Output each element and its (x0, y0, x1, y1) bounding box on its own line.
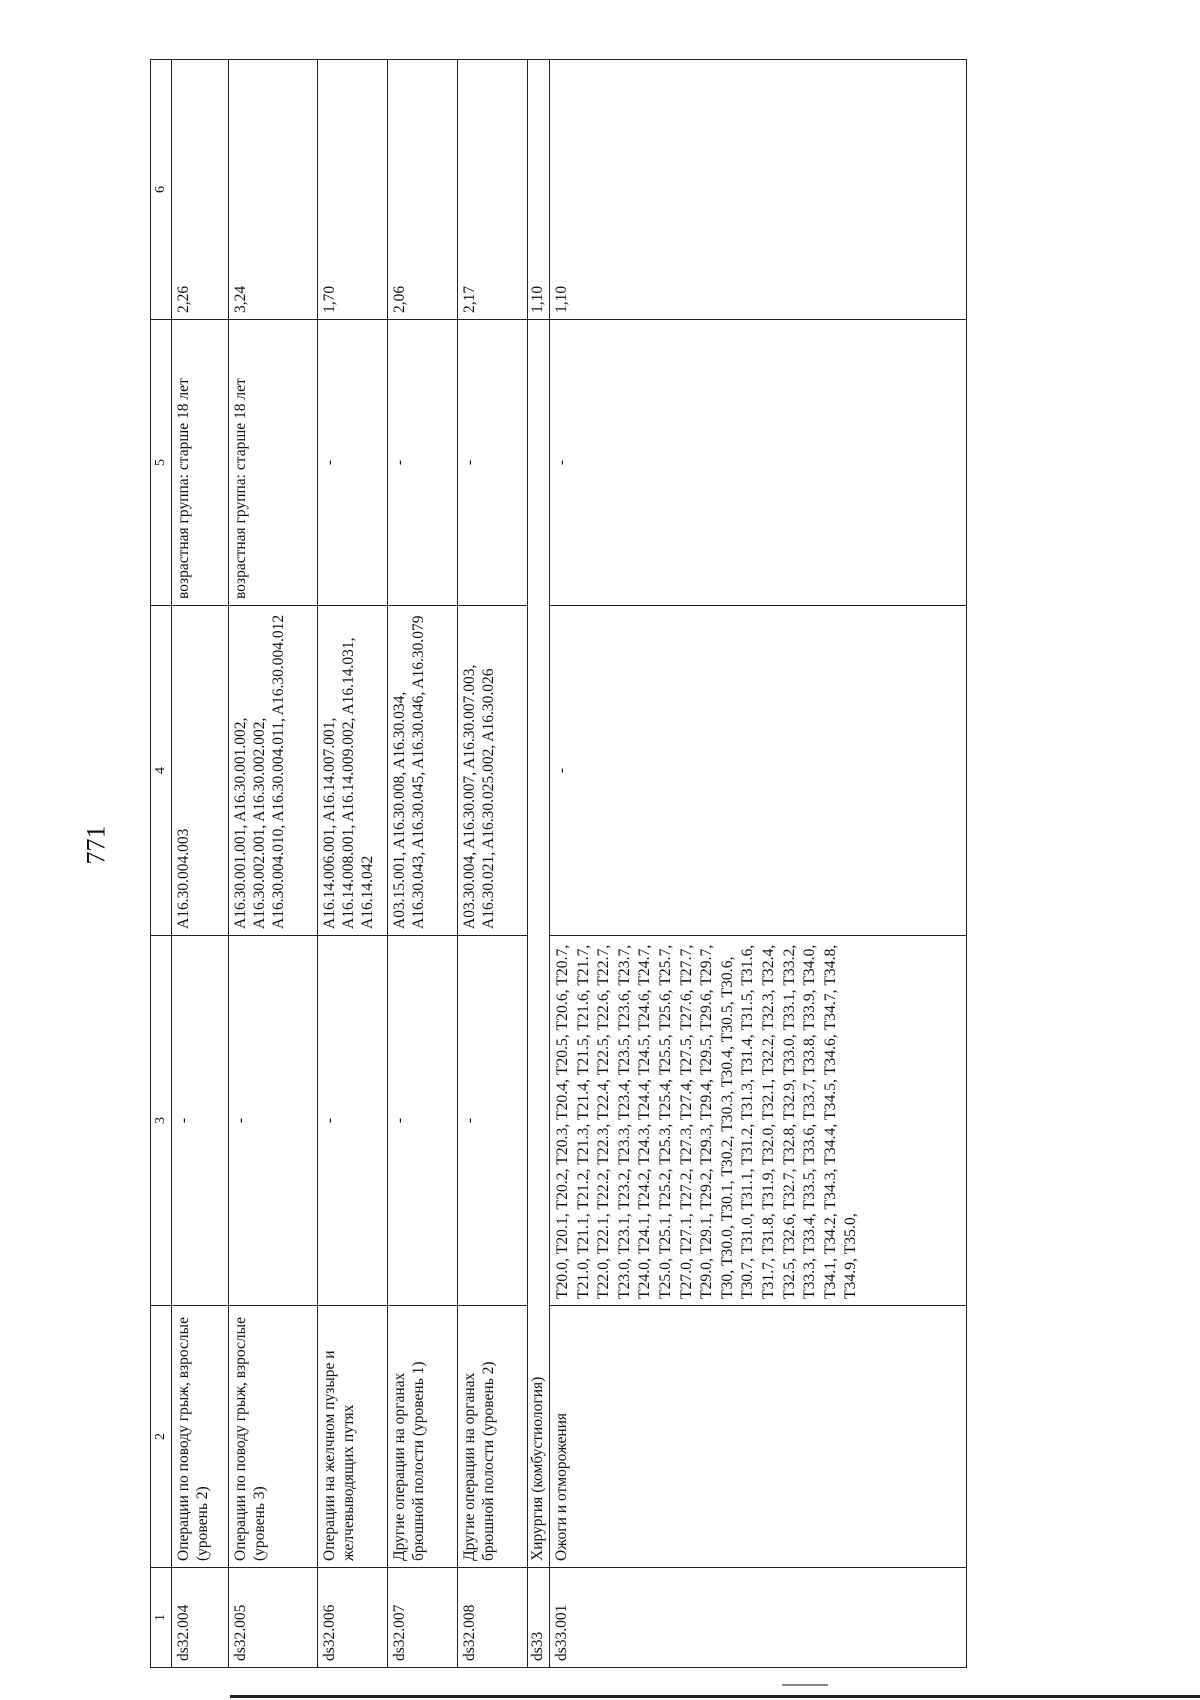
row-coefficient: 2,06 (388, 60, 458, 320)
page-number (78, 815, 114, 875)
row-other: - (549, 320, 966, 606)
row-code: ds32.008 (458, 1568, 528, 1668)
row-code: ds32.006 (318, 1568, 388, 1668)
header-row (151, 60, 172, 1668)
row-coefficient: 1,70 (318, 60, 388, 320)
table-row (318, 60, 388, 1668)
row-code: ds33.001 (549, 1568, 966, 1668)
scan-mark (782, 1684, 828, 1686)
row-name: Другие операции на органах брюшной полости (уровень 1) (388, 1306, 458, 1568)
row-diagnosis: - (229, 936, 318, 1306)
row-diagnosis-codes: T20.0, T20.1, T20.2, T20.3, T20.4, T20.5, T20.6, T20.7, T21.0, T21.1, T21.2, T21.3, T21.4, T21.5, T21.6, T21.7, T22.0, T22.1, T22.2, T22.3, T22.4, T22.5, T22.6, T22.7, T23.0, T23.1, T23.2, T23.3, T23.4, T23.5, T23.6, T23.7, T24.0, T24.1, T24.2, T24.3, T24.4, T24.5, T24.6, T24.7, T25.0, T25.1, T25.2, T25.3, T25.4, T25.5, T25.6, T25.7, T27.0, T27.1, T27.2, T27.3, T27.4, T27.5, T27.6, T27.7, T29.0, T29.1, T29.2, T29.3, T29.4, T29.5, T29.6, T29.7, T30, T30.0, T30.1, T30.2, T30.3, T30.4, T30.5, T30.6, T30.7, T31.0, T31.1, T31.2, T31.3, T31.4, T31.5, T31.6, T31.7, T31.8, T31.9, T32.0, T32.1, T32.2, T32.3, T32.4, T32.5, T32.6, T32.7, T32.8, T32.9, T33.0, T33.1, T33.2, T33.3, T33.4, T33.5, T33.6, T33.7, T33.8, T33.9, T34.0, T34.1, T34.2, T34.3, T34.4, T34.5, T34.6, T34.7, T34.8, T34.9, T35.0, (549, 936, 966, 1306)
row-coefficient: 3,24 (229, 60, 318, 320)
header-cell-3: 3 (151, 936, 172, 1306)
table-row (229, 60, 318, 1668)
row-other: возрастная группа: старше 18 лет (172, 320, 229, 606)
header-cell-6: 6 (151, 60, 172, 320)
row-diagnosis: - (318, 936, 388, 1306)
row-other: возрастная группа: старше 18 лет (229, 320, 318, 606)
scan-edge-line (230, 1695, 1200, 1698)
row-code: ds32.004 (172, 1568, 229, 1668)
tariff-table (150, 59, 967, 1668)
row-diagnosis: - (172, 936, 229, 1306)
row-coefficient: 1,10 (549, 60, 966, 320)
table-row (172, 60, 229, 1668)
row-other: - (318, 320, 388, 606)
row-other: - (388, 320, 458, 606)
page-number-text: 771 (81, 825, 110, 865)
header-cell-4: 4 (151, 606, 172, 936)
row-name: Операции по поводу грыж, взрослые (уровень 2) (172, 1306, 229, 1568)
row-other: - (458, 320, 528, 606)
row-code: ds32.005 (229, 1568, 318, 1668)
row-name: Другие операции на органах брюшной полости (уровень 2) (458, 1306, 528, 1568)
row-services: A03.15.001, A16.30.008, A16.30.034, A16.30.043, A16.30.045, A16.30.046, A16.30.079 (388, 606, 458, 936)
table-row (458, 60, 528, 1668)
row-name: Ожоги и отморожения (549, 1306, 966, 1568)
row-diagnosis: - (388, 936, 458, 1306)
table-row (388, 60, 458, 1668)
header-cell-2: 2 (151, 1306, 172, 1568)
row-name: Операции по поводу грыж, взрослые (уровень 3) (229, 1306, 318, 1568)
row-services: A16.14.006.001, A16.14.007.001, A16.14.008.001, A16.14.009.002, A16.14.031, A16.14.042 (318, 606, 388, 936)
group-coefficient: 1,10 (528, 60, 550, 320)
header-cell-1: 1 (151, 1568, 172, 1668)
group-name: Хирургия (комбустиология) (528, 320, 550, 1568)
table-container (150, 60, 1078, 1668)
row-services: A16.30.001.001, A16.30.001.002, A16.30.002.001, A16.30.002.002, A16.30.004.010, A16.30.004.011, A16.30.004.012 (229, 606, 318, 936)
row-services: - (549, 606, 966, 936)
row-services: A03.30.004, A16.30.007, A16.30.007.003, A16.30.021, A16.30.025.002, A16.30.026 (458, 606, 528, 936)
header-cell-5: 5 (151, 320, 172, 606)
table-row (549, 60, 966, 1668)
row-coefficient: 2,26 (172, 60, 229, 320)
row-coefficient: 2,17 (458, 60, 528, 320)
row-name: Операции на желчном пузыре и желчевыводящих путях (318, 1306, 388, 1568)
row-diagnosis: - (458, 936, 528, 1306)
row-code: ds32.007 (388, 1568, 458, 1668)
row-services: A16.30.004.003 (172, 606, 229, 936)
group-row (528, 60, 550, 1668)
group-code: ds33 (528, 1568, 550, 1668)
